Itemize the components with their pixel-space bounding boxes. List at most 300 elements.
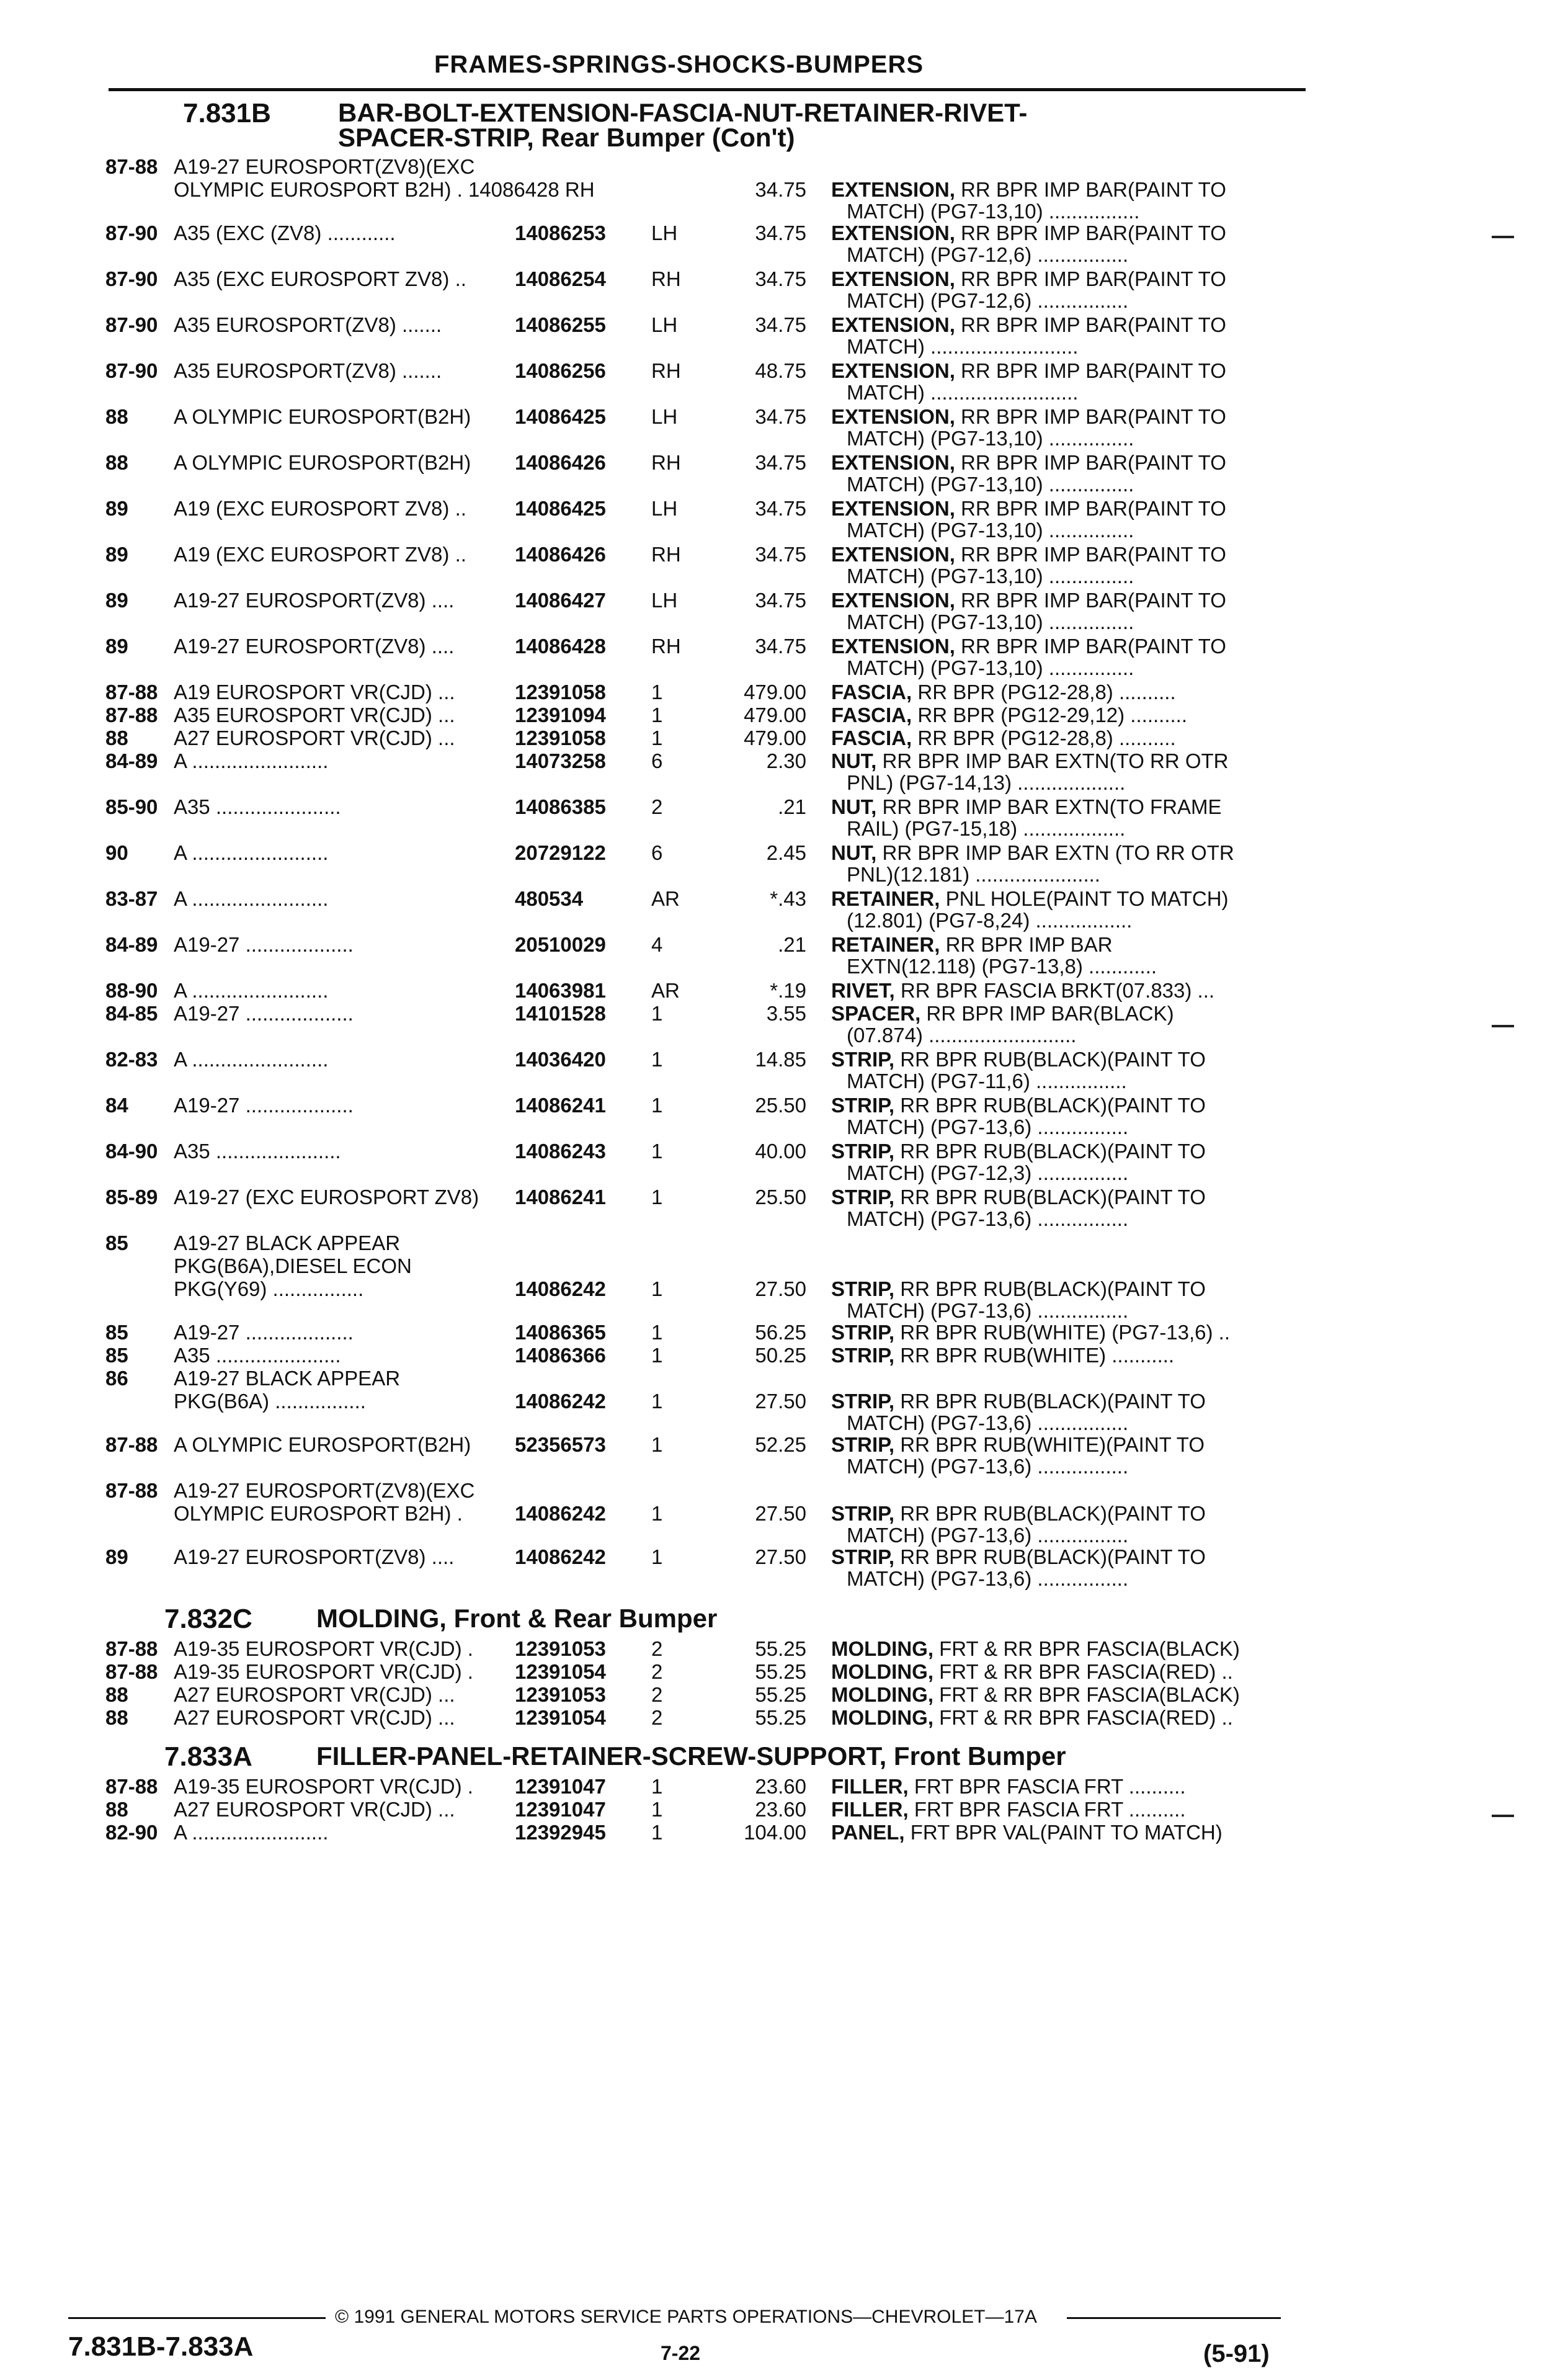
row-application: A35 (EXC EUROSPORT ZV8) .. xyxy=(174,267,466,290)
row-year: 82-90 xyxy=(105,1821,158,1844)
row-part-number: 14086255 xyxy=(515,313,606,336)
row-part-number: 12392945 xyxy=(515,1821,606,1844)
row-application: A19-27 BLACK APPEAR xyxy=(174,1367,401,1390)
row-application: A19-27 ................... xyxy=(174,1002,354,1025)
section-title: MOLDING, Front & Rear Bumper xyxy=(316,1604,718,1633)
row-year: 88 xyxy=(105,1683,128,1706)
row-price: 34.75 xyxy=(755,543,806,566)
row-year: 88 xyxy=(105,1798,128,1821)
row-application: PKG(B6A),DIESEL ECON xyxy=(174,1254,412,1277)
row-quantity: RH xyxy=(651,451,681,474)
table-row xyxy=(0,1433,1568,1479)
row-description: RIVET, RR BPR FASCIA BRKT(07.833) ... xyxy=(831,979,1215,1002)
row-quantity: 1 xyxy=(651,1775,663,1798)
row-year: 84 xyxy=(105,1094,128,1117)
row-quantity: 2 xyxy=(651,1660,663,1683)
row-year: 87-88 xyxy=(105,704,158,726)
row-description: STRIP, RR BPR RUB(BLACK)(PAINT TO xyxy=(831,1390,1206,1413)
row-year: 85-89 xyxy=(105,1186,158,1209)
row-description: MATCH) (PG7-13,6) ................ xyxy=(847,1299,1129,1322)
row-description: MOLDING, FRT & RR BPR FASCIA(RED) .. xyxy=(831,1660,1233,1683)
table-row xyxy=(0,313,1568,359)
row-price: 40.00 xyxy=(755,1140,806,1163)
row-description: STRIP, RR BPR RUB(WHITE)(PAINT TO xyxy=(831,1433,1205,1456)
row-part-number: 20510029 xyxy=(515,933,606,956)
row-description: MATCH) (PG7-13,10) ............... xyxy=(847,656,1134,679)
row-application: A35 ...................... xyxy=(174,795,341,818)
row-part-number: 14086365 xyxy=(515,1321,606,1344)
row-quantity: LH xyxy=(651,405,678,428)
table-row xyxy=(0,451,1568,497)
row-application: A OLYMPIC EUROSPORT(B2H) xyxy=(174,451,471,474)
row-description: MATCH) (PG7-13,10) ............... xyxy=(847,519,1134,542)
row-description: STRIP, RR BPR RUB(BLACK)(PAINT TO xyxy=(831,1277,1206,1300)
row-application: A19-27 ................... xyxy=(174,1321,354,1344)
footer-rule-right xyxy=(1067,2317,1281,2319)
table-row xyxy=(0,1140,1568,1186)
table-row xyxy=(0,1479,1568,1547)
section-number: 7.831B xyxy=(183,98,271,128)
row-description: EXTENSION, RR BPR IMP BAR(PAINT TO xyxy=(831,635,1226,658)
row-quantity: LH xyxy=(651,589,678,612)
row-quantity: 1 xyxy=(651,1344,663,1367)
row-application: A OLYMPIC EUROSPORT(B2H) xyxy=(174,1433,471,1456)
row-application: A27 EUROSPORT VR(CJD) ... xyxy=(174,726,455,749)
row-quantity: 1 xyxy=(651,1390,663,1413)
table-row xyxy=(0,749,1568,795)
section-title: FILLER-PANEL-RETAINER-SCREW-SUPPORT, Front Bumper xyxy=(316,1741,1066,1771)
table-row xyxy=(0,1344,1568,1367)
row-quantity: RH xyxy=(651,635,681,658)
table-row xyxy=(0,1002,1568,1048)
margin-mark xyxy=(1492,236,1514,238)
row-quantity: 2 xyxy=(651,795,663,818)
table-row xyxy=(0,1545,1568,1591)
footer-copyright: © 1991 GENERAL MOTORS SERVICE PARTS OPERATIONS—CHEVROLET—17A xyxy=(335,2307,1037,2327)
row-description: FASCIA, RR BPR (PG12-28,8) .......... xyxy=(831,681,1176,704)
row-price: 479.00 xyxy=(744,681,806,704)
row-part-number: 14086366 xyxy=(515,1344,606,1367)
row-quantity: LH xyxy=(651,221,678,244)
row-part-number: 20729122 xyxy=(515,841,606,864)
row-description: STRIP, RR BPR RUB(BLACK)(PAINT TO xyxy=(831,1502,1206,1525)
row-application: A19-27 EUROSPORT(ZV8) .... xyxy=(174,1545,455,1568)
row-application: A19 (EXC EUROSPORT ZV8) .. xyxy=(174,497,466,520)
row-quantity: RH xyxy=(651,543,681,566)
row-price: .21 xyxy=(778,933,806,956)
row-part-number: 12391047 xyxy=(515,1775,606,1798)
row-price: 27.50 xyxy=(755,1502,806,1525)
row-description: STRIP, RR BPR RUB(WHITE) (PG7-13,6) .. xyxy=(831,1321,1230,1344)
table-row xyxy=(0,726,1568,749)
row-description: EXTENSION, RR BPR IMP BAR(PAINT TO xyxy=(831,543,1226,566)
page-header-title: FRAMES-SPRINGS-SHOCKS-BUMPERS xyxy=(434,51,924,78)
row-application: A OLYMPIC EUROSPORT(B2H) xyxy=(174,405,471,428)
row-quantity: 2 xyxy=(651,1683,663,1706)
row-year: 89 xyxy=(105,497,128,520)
row-description: FASCIA, RR BPR (PG12-29,12) .......... xyxy=(831,704,1187,726)
row-price: 23.60 xyxy=(755,1798,806,1821)
row-quantity: 1 xyxy=(651,1002,663,1025)
row-price: 34.75 xyxy=(755,313,806,336)
row-price: 104.00 xyxy=(744,1821,806,1844)
row-price: 56.25 xyxy=(755,1321,806,1344)
row-price: 34.75 xyxy=(755,267,806,290)
row-year: 87-88 xyxy=(105,1433,158,1456)
row-application: A35 (EXC (ZV8) ............ xyxy=(174,221,396,244)
row-description: MATCH) (PG7-11,6) ................ xyxy=(847,1070,1127,1092)
row-year: 84-89 xyxy=(105,749,158,772)
row-quantity: 1 xyxy=(651,1433,663,1456)
row-year: 85 xyxy=(105,1321,128,1344)
table-row xyxy=(0,635,1568,681)
row-part-number: 14036420 xyxy=(515,1048,606,1071)
row-year: 87-88 xyxy=(105,155,158,178)
row-description: NUT, RR BPR IMP BAR EXTN(TO RR OTR xyxy=(831,749,1229,772)
row-description: STRIP, RR BPR RUB(BLACK)(PAINT TO xyxy=(831,1545,1206,1568)
row-application: A19 EUROSPORT VR(CJD) ... xyxy=(174,681,455,704)
row-description: STRIP, RR BPR RUB(BLACK)(PAINT TO xyxy=(831,1048,1206,1071)
row-description: MOLDING, FRT & RR BPR FASCIA(BLACK) xyxy=(831,1637,1240,1660)
table-row xyxy=(0,155,1568,223)
row-quantity: 1 xyxy=(651,1798,663,1821)
row-part-number: 480534 xyxy=(515,887,584,910)
row-application: A19-27 ................... xyxy=(174,1094,354,1117)
row-year: 88 xyxy=(105,726,128,749)
row-part-number: 14101528 xyxy=(515,1002,606,1025)
row-application: A35 ...................... xyxy=(174,1344,341,1367)
row-description: MATCH) (PG7-13,6) ................ xyxy=(847,1115,1129,1138)
row-part-number: 14086426 xyxy=(515,543,606,566)
row-price: 14.85 xyxy=(755,1048,806,1071)
footer-date: (5-91) xyxy=(1203,2340,1270,2367)
row-year: 82-83 xyxy=(105,1048,158,1071)
row-quantity: 4 xyxy=(651,933,663,956)
table-row xyxy=(0,589,1568,635)
row-description: MOLDING, FRT & RR BPR FASCIA(BLACK) xyxy=(831,1683,1240,1706)
row-quantity: RH xyxy=(651,359,681,382)
row-price: 34.75 xyxy=(755,221,806,244)
row-price: *.43 xyxy=(770,887,806,910)
table-row xyxy=(0,1775,1568,1798)
row-part-number: 14086428 xyxy=(515,635,606,658)
row-application: A35 EUROSPORT VR(CJD) ... xyxy=(174,704,455,726)
row-quantity: 1 xyxy=(651,1821,663,1844)
table-row xyxy=(0,1186,1568,1231)
table-row xyxy=(0,704,1568,726)
row-description: EXTN(12.118) (PG7-13,8) ............ xyxy=(847,955,1157,978)
row-description: STRIP, RR BPR RUB(WHITE) ........... xyxy=(831,1344,1175,1367)
row-description: MATCH) (PG7-13,6) ................ xyxy=(847,1567,1129,1590)
section-number: 7.833A xyxy=(164,1741,252,1772)
table-row xyxy=(0,359,1568,405)
row-price: 34.75 xyxy=(755,635,806,658)
row-description: SPACER, RR BPR IMP BAR(BLACK) xyxy=(831,1002,1174,1025)
row-price: .21 xyxy=(778,795,806,818)
row-description: PNL)(12.181) ...................... xyxy=(847,863,1100,886)
table-row xyxy=(0,681,1568,704)
row-year: 85 xyxy=(105,1231,128,1254)
row-description: MATCH) (PG7-13,6) ................ xyxy=(847,1455,1129,1478)
row-description: MATCH) (PG7-13,6) ................ xyxy=(847,1207,1129,1230)
row-description: STRIP, RR BPR RUB(BLACK)(PAINT TO xyxy=(831,1186,1206,1209)
row-description: MOLDING, FRT & RR BPR FASCIA(RED) .. xyxy=(831,1706,1233,1729)
row-description: MATCH) .......................... xyxy=(847,381,1079,404)
table-row xyxy=(0,405,1568,451)
row-year: 88 xyxy=(105,405,128,428)
row-price: *.19 xyxy=(770,979,806,1002)
row-quantity: 1 xyxy=(651,726,663,749)
table-row xyxy=(0,1231,1568,1322)
row-description: EXTENSION, RR BPR IMP BAR(PAINT TO xyxy=(831,359,1226,382)
row-part-number: 12391053 xyxy=(515,1683,606,1706)
row-application: A19-27 EUROSPORT(ZV8)(EXC xyxy=(174,155,475,178)
row-year: 87-88 xyxy=(105,1479,158,1502)
row-price: 34.75 xyxy=(755,405,806,428)
row-part-number: 14063981 xyxy=(515,979,606,1002)
section-title: BAR-BOLT-EXTENSION-FASCIA-NUT-RETAINER-RIVET- xyxy=(338,98,1028,127)
row-description: FILLER, FRT BPR FASCIA FRT .......... xyxy=(831,1775,1186,1798)
row-description: MATCH) (PG7-13,10) ............... xyxy=(847,427,1134,450)
row-quantity: AR xyxy=(651,887,680,910)
row-quantity: 1 xyxy=(651,704,663,726)
row-part-number: 14086242 xyxy=(515,1277,606,1300)
row-year: 84-89 xyxy=(105,933,158,956)
row-part-number: 14086242 xyxy=(515,1390,606,1413)
row-quantity: 1 xyxy=(651,1186,663,1209)
table-row xyxy=(0,841,1568,887)
row-part-number: 14086243 xyxy=(515,1140,606,1163)
row-part-number: 14086253 xyxy=(515,221,606,244)
row-year: 87-88 xyxy=(105,1637,158,1660)
row-year: 90 xyxy=(105,841,128,864)
row-price: 27.50 xyxy=(755,1277,806,1300)
row-part-number: 14086427 xyxy=(515,589,606,612)
row-description: MATCH) (PG7-12,6) ................ xyxy=(847,289,1129,312)
row-description: RETAINER, RR BPR IMP BAR xyxy=(831,933,1113,956)
row-part-number: 12391058 xyxy=(515,726,606,749)
row-price: 34.75 xyxy=(755,451,806,474)
row-price: 25.50 xyxy=(755,1094,806,1117)
row-part-number: 12391053 xyxy=(515,1637,606,1660)
row-year: 86 xyxy=(105,1367,128,1390)
row-description: PNL) (PG7-14,13) ................... xyxy=(847,771,1126,794)
row-quantity: 2 xyxy=(651,1637,663,1660)
table-row xyxy=(0,1321,1568,1344)
row-application: A27 EUROSPORT VR(CJD) ... xyxy=(174,1706,455,1729)
row-description: MATCH) (PG7-13,6) ................ xyxy=(847,1411,1129,1434)
table-row xyxy=(0,1821,1568,1844)
row-application: A ........................ xyxy=(174,887,329,910)
row-year: 84-85 xyxy=(105,1002,158,1025)
row-description: NUT, RR BPR IMP BAR EXTN (TO RR OTR xyxy=(831,841,1234,864)
row-description: MATCH) (PG7-13,6) ................ xyxy=(847,1524,1129,1547)
row-application: A27 EUROSPORT VR(CJD) ... xyxy=(174,1683,455,1706)
row-part-number: 14086254 xyxy=(515,267,606,290)
row-quantity: 1 xyxy=(651,1094,663,1117)
row-price: 34.75 xyxy=(755,589,806,612)
table-row xyxy=(0,543,1568,589)
row-price: 50.25 xyxy=(755,1344,806,1367)
row-application: A19-27 ................... xyxy=(174,933,354,956)
row-description: MATCH) (PG7-12,6) ................ xyxy=(847,243,1129,266)
row-year: 88 xyxy=(105,1706,128,1729)
row-part-number: 14086241 xyxy=(515,1186,606,1209)
row-price: 55.25 xyxy=(755,1660,806,1683)
row-description: (07.874) .......................... xyxy=(847,1024,1077,1047)
header-rule xyxy=(109,88,1306,91)
footer-page-number: 7-22 xyxy=(661,2342,701,2364)
table-row xyxy=(0,221,1568,267)
row-part-number: 52356573 xyxy=(515,1433,606,1456)
row-description: (12.801) (PG7-8,24) ................. xyxy=(847,909,1133,932)
row-application: PKG(B6A) ................ xyxy=(174,1390,366,1413)
row-part-number: 14086425 xyxy=(515,497,606,520)
row-quantity: 6 xyxy=(651,841,663,864)
row-description: MATCH) (PG7-13,10) ............... xyxy=(847,565,1134,588)
row-year: 89 xyxy=(105,543,128,566)
row-application: A27 EUROSPORT VR(CJD) ... xyxy=(174,1798,455,1821)
row-description: EXTENSION, RR BPR IMP BAR(PAINT TO xyxy=(831,405,1226,428)
row-year: 87-90 xyxy=(105,359,158,382)
row-quantity: 1 xyxy=(651,1321,663,1344)
footer-rule-left xyxy=(68,2317,326,2319)
row-application: OLYMPIC EUROSPORT B2H) . 14086428 RH xyxy=(174,178,595,201)
row-description: NUT, RR BPR IMP BAR EXTN(TO FRAME xyxy=(831,795,1222,818)
row-year: 87-88 xyxy=(105,681,158,704)
row-part-number: 12391094 xyxy=(515,704,606,726)
row-part-number: 14086425 xyxy=(515,405,606,428)
row-part-number: 14086256 xyxy=(515,359,606,382)
row-quantity: 1 xyxy=(651,1545,663,1568)
row-quantity: 1 xyxy=(651,1048,663,1071)
row-year: 87-90 xyxy=(105,267,158,290)
row-description: EXTENSION, RR BPR IMP BAR(PAINT TO xyxy=(831,178,1226,201)
row-year: 89 xyxy=(105,589,128,612)
row-price: 55.25 xyxy=(755,1706,806,1729)
margin-mark xyxy=(1492,1025,1514,1027)
table-row xyxy=(0,267,1568,313)
table-row xyxy=(0,795,1568,841)
row-description: EXTENSION, RR BPR IMP BAR(PAINT TO xyxy=(831,221,1226,244)
row-price: 27.50 xyxy=(755,1390,806,1413)
footer-section-range: 7.831B-7.833A xyxy=(68,2331,254,2362)
row-description: EXTENSION, RR BPR IMP BAR(PAINT TO xyxy=(831,589,1226,612)
row-description: FILLER, FRT BPR FASCIA FRT .......... xyxy=(831,1798,1186,1821)
row-description: RAIL) (PG7-15,18) .................. xyxy=(847,817,1126,840)
row-application: A19-27 EUROSPORT(ZV8) .... xyxy=(174,589,455,612)
row-year: 83-87 xyxy=(105,887,158,910)
table-row xyxy=(0,1660,1568,1683)
row-application: A ........................ xyxy=(174,1048,329,1071)
row-price: 3.55 xyxy=(766,1002,806,1025)
row-description: MATCH) (PG7-13,10) ............... xyxy=(847,610,1134,633)
row-year: 89 xyxy=(105,1545,128,1568)
row-description: EXTENSION, RR BPR IMP BAR(PAINT TO xyxy=(831,267,1226,290)
row-part-number: 14086426 xyxy=(515,451,606,474)
table-row xyxy=(0,933,1568,979)
row-price: 25.50 xyxy=(755,1186,806,1209)
row-description: STRIP, RR BPR RUB(BLACK)(PAINT TO xyxy=(831,1140,1206,1163)
row-quantity: 1 xyxy=(651,681,663,704)
row-price: 23.60 xyxy=(755,1775,806,1798)
row-year: 88-90 xyxy=(105,979,158,1002)
row-description: MATCH) .......................... xyxy=(847,335,1079,358)
row-application: A19-27 BLACK APPEAR xyxy=(174,1231,401,1254)
row-year: 87-90 xyxy=(105,221,158,244)
row-application: OLYMPIC EUROSPORT B2H) . xyxy=(174,1502,463,1525)
row-description: STRIP, RR BPR RUB(BLACK)(PAINT TO xyxy=(831,1094,1206,1117)
row-price: 2.30 xyxy=(766,749,806,772)
row-year: 87-90 xyxy=(105,313,158,336)
row-price: 55.25 xyxy=(755,1683,806,1706)
row-part-number: 12391058 xyxy=(515,681,606,704)
row-price: 48.75 xyxy=(755,359,806,382)
row-application: A19 (EXC EUROSPORT ZV8) .. xyxy=(174,543,466,566)
table-row xyxy=(0,1706,1568,1729)
row-description: MATCH) (PG7-12,3) ................ xyxy=(847,1161,1129,1184)
row-description: MATCH) (PG7-13,10) ............... xyxy=(847,473,1134,496)
row-price: 34.75 xyxy=(755,178,806,201)
row-application: PKG(Y69) ................ xyxy=(174,1277,364,1300)
table-row xyxy=(0,1048,1568,1094)
row-description: MATCH) (PG7-13,10) ................ xyxy=(847,200,1140,223)
row-quantity: 2 xyxy=(651,1706,663,1729)
row-application: A19-27 (EXC EUROSPORT ZV8) xyxy=(174,1186,479,1209)
row-year: 87-88 xyxy=(105,1660,158,1683)
margin-mark xyxy=(1492,1815,1514,1817)
row-application: A35 EUROSPORT(ZV8) ....... xyxy=(174,313,442,336)
row-price: 55.25 xyxy=(755,1637,806,1660)
row-application: A19-35 EUROSPORT VR(CJD) . xyxy=(174,1637,473,1660)
row-quantity: 1 xyxy=(651,1140,663,1163)
table-row xyxy=(0,497,1568,543)
row-application: A19-35 EUROSPORT VR(CJD) . xyxy=(174,1660,473,1683)
row-year: 89 xyxy=(105,635,128,658)
row-price: 27.50 xyxy=(755,1545,806,1568)
row-description: PANEL, FRT BPR VAL(PAINT TO MATCH) xyxy=(831,1821,1223,1844)
row-price: 2.45 xyxy=(766,841,806,864)
row-application: A19-35 EUROSPORT VR(CJD) . xyxy=(174,1775,473,1798)
row-application: A19-27 EUROSPORT(ZV8)(EXC xyxy=(174,1479,475,1502)
table-row xyxy=(0,979,1568,1002)
row-part-number: 14086242 xyxy=(515,1502,606,1525)
row-application: A35 ...................... xyxy=(174,1140,341,1163)
row-application: A ........................ xyxy=(174,841,329,864)
row-part-number: 14086242 xyxy=(515,1545,606,1568)
row-application: A ........................ xyxy=(174,1821,329,1844)
row-description: RETAINER, PNL HOLE(PAINT TO MATCH) xyxy=(831,887,1229,910)
row-quantity: 6 xyxy=(651,749,663,772)
row-price: 479.00 xyxy=(744,726,806,749)
table-row xyxy=(0,1637,1568,1660)
row-price: 34.75 xyxy=(755,497,806,520)
row-quantity: LH xyxy=(651,313,678,336)
table-row xyxy=(0,1683,1568,1706)
row-part-number: 14073258 xyxy=(515,749,606,772)
row-year: 85-90 xyxy=(105,795,158,818)
row-part-number: 12391054 xyxy=(515,1660,606,1683)
section-title-cont: SPACER-STRIP, Rear Bumper (Con't) xyxy=(338,123,795,152)
row-application: A19-27 EUROSPORT(ZV8) .... xyxy=(174,635,455,658)
row-description: FASCIA, RR BPR (PG12-28,8) .......... xyxy=(831,726,1176,749)
row-application: A ........................ xyxy=(174,979,329,1002)
table-row xyxy=(0,1798,1568,1821)
row-part-number: 14086385 xyxy=(515,795,606,818)
row-quantity: RH xyxy=(651,267,681,290)
row-description: EXTENSION, RR BPR IMP BAR(PAINT TO xyxy=(831,497,1226,520)
section-number: 7.832C xyxy=(164,1604,252,1634)
